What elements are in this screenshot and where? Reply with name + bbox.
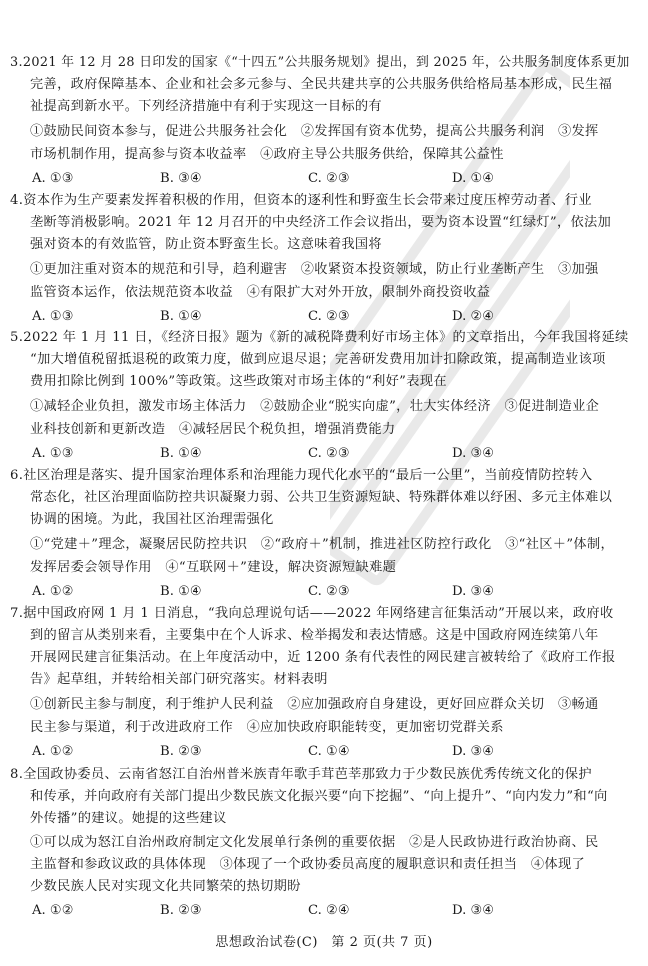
option-b[interactable]: B. ②③ bbox=[160, 744, 202, 759]
question-stem-line: 垄断等消极影响。2021 年 12 月召开的中央经济工作会议指出，要为资本设置“红绿灯”，依法加 bbox=[30, 215, 612, 230]
option-c[interactable]: C. ①④ bbox=[308, 744, 350, 759]
question-stem-line: 常态化，社区治理面临防控共识凝聚力弱、公共卫生资源短缺、特殊群体难以纾困、多元主体难以 bbox=[30, 490, 613, 505]
option-b[interactable]: B. ③④ bbox=[160, 171, 202, 186]
option-b[interactable]: B. ①④ bbox=[160, 309, 202, 324]
option-d[interactable]: D. ②④ bbox=[452, 309, 495, 324]
statement-line: ①创新民主参与制度，利于维护人民利益 ②应加强政府自身建设，更好回应群众关切 ③畅通 bbox=[30, 697, 599, 712]
option-b[interactable]: B. ①④ bbox=[160, 584, 202, 599]
statement-line: 主监督和参政议政的具体体现 ③体现了一个政协委员高度的履职意识和责任担当 ④体现了 bbox=[30, 857, 586, 872]
option-c[interactable]: C. ②③ bbox=[308, 171, 350, 186]
question-stem-line: 3.2021 年 12 月 28 日印发的国家《“十四五”公共服务规划》提出，到 2025 年，公共服务制度体系更加 bbox=[10, 55, 630, 70]
option-a[interactable]: A. ①③ bbox=[32, 309, 74, 324]
option-a[interactable]: A. ①③ bbox=[32, 446, 74, 461]
page-footer: 思想政治试卷(C) 第 2 页(共 7 页) bbox=[215, 935, 433, 950]
statement-line: ①可以成为怒江自治州政府制定文化发展单行条例的重要依据 ②是人民政协进行政治协商、民 bbox=[30, 835, 599, 850]
statement-line: 民主参与渠道，利于改进政府工作 ④应加快政府职能转变，更加密切党群关系 bbox=[30, 720, 504, 735]
option-b[interactable]: B. ②③ bbox=[160, 903, 202, 918]
option-c[interactable]: C. ②④ bbox=[308, 903, 350, 918]
question-stem-line: 强对资本的有效监管，防止资本野蛮生长。这意味着我国将 bbox=[30, 237, 382, 252]
statement-line: 少数民族人民对实现文化共同繁荣的热切期盼 bbox=[30, 879, 301, 894]
question-stem-line: 费用扣除比例到 100%”等政策。这些政策对市场主体的“利好”表现在 bbox=[30, 374, 447, 389]
statement-line: ①鼓励民间资本参与，促进公共服务社会化 ②发挥国有资本优势，提高公共服务利润 ③发挥 bbox=[30, 124, 599, 139]
question-stem-line: 告》起草组，并转给相关部门研究落实。材料表明 bbox=[30, 672, 328, 687]
option-a[interactable]: A. ①② bbox=[32, 584, 74, 599]
question-stem-line: 祉提高到新水平。下列经济措施中有利于实现这一目标的有 bbox=[30, 99, 382, 114]
option-a[interactable]: A. ①② bbox=[32, 903, 74, 918]
statement-line: 监管资本运作，依法规范资本收益 ④有限扩大对外开放，限制外商投资收益 bbox=[30, 285, 491, 300]
option-d[interactable]: D. ③④ bbox=[452, 903, 495, 918]
option-a[interactable]: A. ①② bbox=[32, 744, 74, 759]
statement-line: 市场机制作用，提高参与资本收益率 ④政府主导公共服务供给，保障其公益性 bbox=[30, 147, 504, 162]
option-c[interactable]: C. ②③ bbox=[308, 446, 350, 461]
question-stem-line: 完善，政府保障基本、企业和社会多元参与、全民共建共享的公共服务供给格局基本形成，民生福 bbox=[30, 77, 613, 92]
question-stem-line: 5.2022 年 1 月 11 日，《经济日报》题为《新的减税降费利好市场主体》的文章指出，今年我国将延续 bbox=[10, 330, 629, 345]
option-d[interactable]: D. ①④ bbox=[452, 171, 495, 186]
question-stem-line: 6.社区治理是落实、提升国家治理体系和治理能力现代化水平的“最后一公里”，当前疫情防控转入 bbox=[10, 468, 593, 483]
statement-line: 业科技创新和更新改造 ④减轻居民个税负担，增强消费能力 bbox=[30, 422, 396, 437]
question-stem-line: 协调的困境。为此，我国社区治理需强化 bbox=[30, 512, 274, 527]
statement-line: ①减轻企业负担，激发市场主体活力 ②鼓励企业“脱实向虚”，壮大实体经济 ③促进制造业企 bbox=[30, 399, 600, 414]
option-b[interactable]: B. ①④ bbox=[160, 446, 202, 461]
option-d[interactable]: D. ③④ bbox=[452, 584, 495, 599]
statement-line: ①“党建＋”理念，凝聚居民防控共识 ②“政府＋”机制，推进社区防控行政化 ③“社区＋”体制， bbox=[30, 537, 615, 552]
option-c[interactable]: C. ②③ bbox=[308, 309, 350, 324]
statement-line: 发挥居委会领导作用 ④“互联网＋”建设，解决资源短缺难题 bbox=[30, 560, 397, 575]
option-a[interactable]: A. ①③ bbox=[32, 171, 74, 186]
question-stem-line: 外传播”的建议。她提的这些建议 bbox=[30, 811, 227, 826]
question-stem-line: 到的留言从类别来看，主要集中在个人诉求、检举揭发和表达情感。这是中国政府网连续第八年 bbox=[30, 628, 599, 643]
option-d[interactable]: D. ③④ bbox=[452, 744, 495, 759]
question-stem-line: 开展网民建言征集活动。在上年度活动中，近 1200 条有代表性的网民建言被转给了《政府工作报 bbox=[30, 650, 616, 665]
question-stem-line: 4.资本作为生产要素发挥着积极的作用，但资本的逐利性和野蛮生长会带来过度压榨劳动者、行业 bbox=[10, 193, 592, 208]
question-stem-line: 7.据中国政府网 1 月 1 日消息，“我向总理说句话——2022 年网络建言征集活动”开展以来，政府收 bbox=[10, 606, 614, 621]
statement-line: ①更加注重对资本的规范和引导，趋利避害 ②收紧资本投资领域，防止行业垄断产生 ③加强 bbox=[30, 262, 599, 277]
question-stem-line: 和传承，并向政府有关部门提出少数民族文化振兴要“向下挖掘”、“向上提升”、“向内发力”和“向 bbox=[30, 789, 608, 804]
option-d[interactable]: D. ③④ bbox=[452, 446, 495, 461]
question-stem-line: “加大增值税留抵退税的政策力度，做到应退尽退；完善研发费用加计扣除政策，提高制造业该项 bbox=[30, 352, 606, 367]
question-stem-line: 8.全国政协委员、云南省怒江自治州普米族青年歌手茸芭莘那致力于少数民族优秀传统文化的保护 bbox=[10, 767, 592, 782]
option-c[interactable]: C. ②③ bbox=[308, 584, 350, 599]
